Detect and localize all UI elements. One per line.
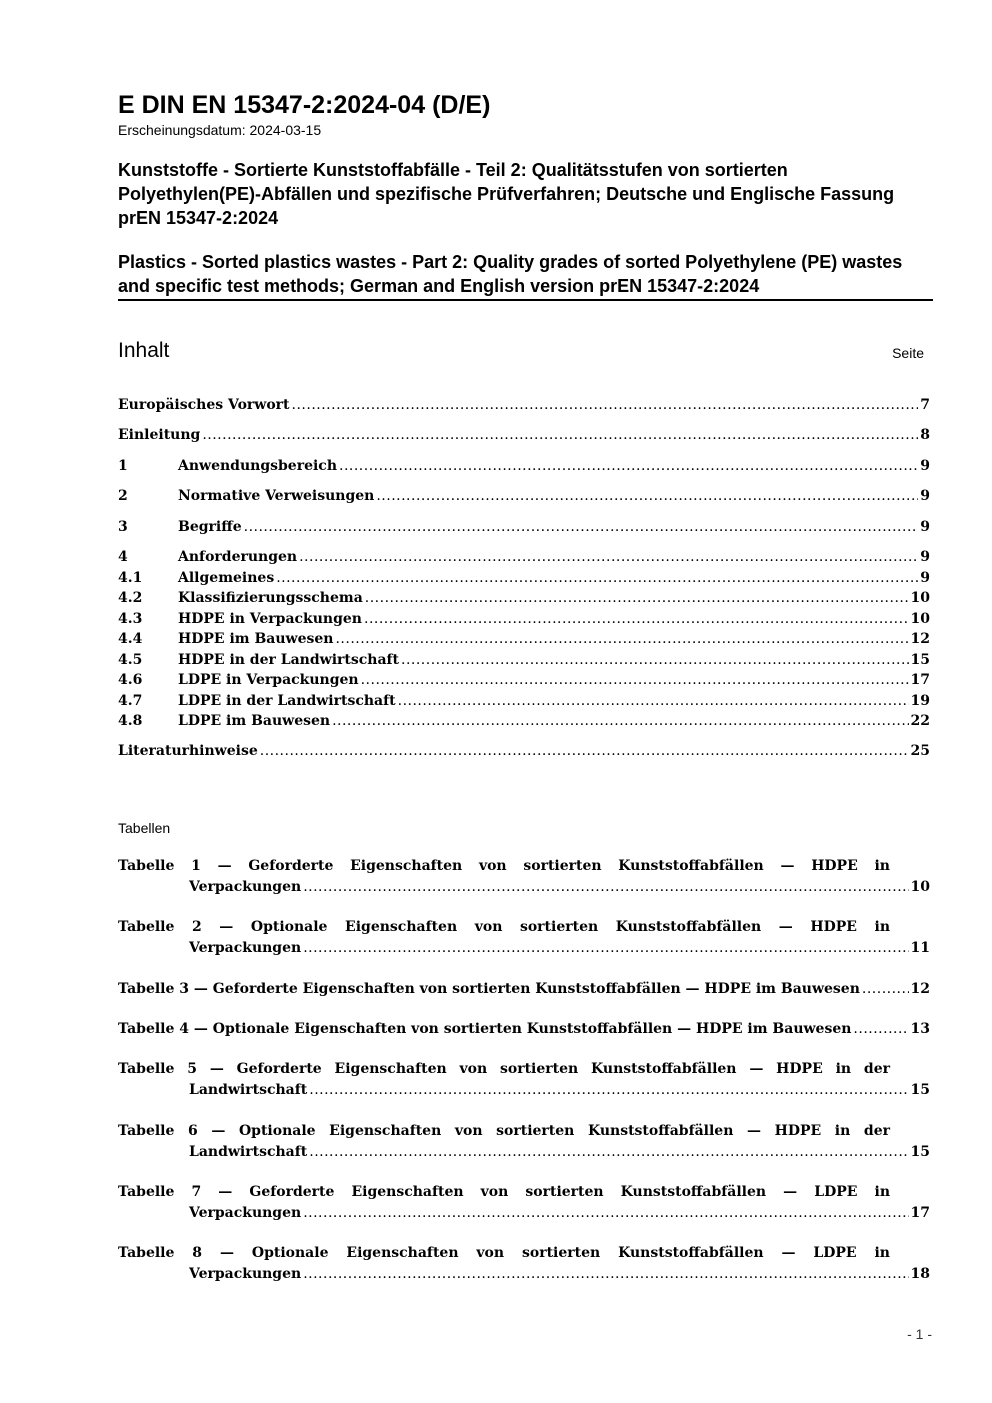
contents-heading: Inhalt [118, 339, 170, 362]
table-entry-leader [303, 877, 908, 898]
toc-title: Allgemeines [178, 570, 275, 586]
table-entry-title: Tabelle 5 — Geforderte Eigenschaften von sortierten Kunststoffabfällen — HDPE in der [118, 1061, 890, 1077]
toc-leader [332, 711, 908, 731]
toc-entry[interactable] [118, 650, 930, 670]
toc-entry[interactable] [118, 609, 930, 629]
toc-title: Europäisches Vorwort [118, 397, 290, 413]
title-english: Plastics - Sorted plastics wastes - Part 2: Quality grades of sorted Polyethylene (PE) wastes and specific test methods; German and English version prEN 15347-2:2024 [118, 250, 933, 301]
toc-leader [361, 670, 909, 690]
toc-entry[interactable] [118, 691, 930, 711]
table-entry-leader [303, 1264, 908, 1285]
tables-heading: Tabellen [118, 820, 171, 836]
toc-leader [260, 741, 909, 761]
toc-title: HDPE in der Landwirtschaft [178, 652, 399, 668]
toc-page: 17 [910, 672, 930, 688]
toc-title: Anwendungsbereich [178, 458, 337, 474]
table-entry-leader [303, 1203, 908, 1224]
toc-entry[interactable] [118, 486, 930, 506]
table-entry-title: Tabelle 4 — Optionale Eigenschaften von sortierten Kunststoffabfällen — HDPE im Bauwesen [118, 1021, 852, 1037]
table-entry-leader [309, 1142, 908, 1163]
table-entry-page: 10 [910, 879, 930, 895]
toc-leader [376, 486, 918, 506]
table-entry-title: Tabelle 2 — Optionale Eigenschaften von sortierten Kunststoffabfällen — HDPE in [118, 919, 890, 935]
toc-entry[interactable] [118, 456, 930, 476]
toc-entry[interactable] [118, 711, 930, 731]
toc-leader [398, 691, 909, 711]
toc-number: 4 [118, 549, 128, 565]
toc-title: Normative Verweisungen [178, 488, 375, 504]
toc-title: Literaturhinweise [118, 743, 258, 759]
toc-leader [339, 456, 918, 476]
toc-page: 9 [920, 519, 930, 535]
toc-number: 4.8 [118, 713, 143, 729]
toc-entry[interactable] [118, 588, 930, 608]
table-list-entry[interactable] [118, 1059, 930, 1098]
toc-title: LDPE in der Landwirtschaft [178, 693, 396, 709]
toc-title: LDPE im Bauwesen [178, 713, 331, 729]
toc-entry[interactable] [118, 395, 930, 415]
table-entry-title: Tabelle 6 — Optionale Eigenschaften von sortierten Kunststoffabfällen — HDPE in der [118, 1123, 890, 1139]
toc-leader [299, 547, 918, 567]
toc-entry[interactable] [118, 629, 930, 649]
toc-leader [364, 609, 909, 629]
table-list-entry[interactable] [118, 979, 930, 1000]
table-entry-page: 13 [910, 1021, 930, 1037]
table-entry-title-cont: Landwirtschaft [189, 1082, 308, 1098]
table-entry-page: 15 [910, 1082, 930, 1098]
document-title: E DIN EN 15347-2:2024-04 (D/E) [118, 91, 491, 119]
page-column-label: Seite [892, 345, 924, 361]
toc-entry[interactable] [118, 568, 930, 588]
toc-number: 4.4 [118, 631, 143, 647]
toc-title: Anforderungen [178, 549, 298, 565]
publication-date: Erscheinungsdatum: 2024-03-15 [118, 122, 322, 138]
toc-leader [401, 650, 909, 670]
table-entry-leader [309, 1080, 908, 1101]
table-entry-title: Tabelle 1 — Geforderte Eigenschaften von sortierten Kunststoffabfällen — HDPE in [118, 858, 890, 874]
table-entry-title-cont: Landwirtschaft [189, 1144, 308, 1160]
toc-page: 25 [910, 743, 930, 759]
table-entry-page: 15 [910, 1144, 930, 1160]
toc-page: 7 [920, 397, 930, 413]
toc-leader [365, 588, 909, 608]
table-entry-title: Tabelle 8 — Optionale Eigenschaften von sortierten Kunststoffabfällen — LDPE in [118, 1245, 890, 1261]
table-entry-title-cont: Verpackungen [189, 879, 302, 895]
table-list-entry[interactable] [118, 917, 930, 956]
toc-page: 9 [920, 458, 930, 474]
toc-leader [335, 629, 908, 649]
toc-page: 22 [910, 713, 930, 729]
toc-page: 10 [910, 611, 930, 627]
toc-page: 9 [920, 549, 930, 565]
table-entry-title: Tabelle 7 — Geforderte Eigenschaften von sortierten Kunststoffabfällen — LDPE in [118, 1184, 890, 1200]
table-entry-title-cont: Verpackungen [189, 1205, 302, 1221]
toc-page: 12 [910, 631, 930, 647]
table-entry-page: 12 [910, 981, 930, 997]
table-entry-leader [862, 979, 909, 1000]
toc-number: 4.1 [118, 570, 143, 586]
toc-page: 10 [910, 590, 930, 606]
toc-leader [292, 395, 919, 415]
toc-page: 19 [910, 693, 930, 709]
table-entry-page: 17 [910, 1205, 930, 1221]
title-german: Kunststoffe - Sortierte Kunststoffabfälle - Teil 2: Qualitätsstufen von sortierten Polyethylen(PE)-Abfällen und spezifische Prüfverfahren; Deutsche und Englische Fassung prEN 15347-2:2024 [118, 160, 895, 228]
table-entry-title-cont: Verpackungen [189, 1266, 302, 1282]
table-list-entry[interactable] [118, 1121, 930, 1160]
toc-title: HDPE im Bauwesen [178, 631, 334, 647]
table-list-entry[interactable] [118, 856, 930, 895]
toc-title: Klassifizierungsschema [178, 590, 363, 606]
toc-number: 2 [118, 488, 128, 504]
table-entry-title-cont: Verpackungen [189, 940, 302, 956]
toc-leader [276, 568, 918, 588]
toc-number: 4.6 [118, 672, 143, 688]
toc-number: 4.7 [118, 693, 143, 709]
toc-page: 9 [920, 570, 930, 586]
toc-title: HDPE in Verpackungen [178, 611, 362, 627]
toc-number: 4.3 [118, 611, 143, 627]
table-list-entry[interactable] [118, 1243, 930, 1282]
toc-number: 4.5 [118, 652, 143, 668]
table-entry-leader [303, 938, 908, 959]
toc-number: 4.2 [118, 590, 143, 606]
toc-number: 1 [118, 458, 128, 474]
table-entry-leader [853, 1019, 908, 1040]
table-entry-page: 11 [910, 940, 930, 956]
toc-entry[interactable] [118, 670, 930, 690]
table-list-entry[interactable] [118, 1019, 930, 1040]
toc-title: Einleitung [118, 427, 201, 443]
toc-page: 8 [920, 427, 930, 443]
table-entry-page: 18 [910, 1266, 930, 1282]
toc-page: 9 [920, 488, 930, 504]
toc-entry[interactable] [118, 547, 930, 567]
toc-entry[interactable] [118, 517, 930, 537]
toc-title: LDPE in Verpackungen [178, 672, 359, 688]
toc-leader [244, 517, 919, 537]
table-entry-title: Tabelle 3 — Geforderte Eigenschaften von sortierten Kunststoffabfällen — HDPE im Bauwesen [118, 981, 860, 997]
table-list-entry[interactable] [118, 1182, 930, 1221]
toc-page: 15 [910, 652, 930, 668]
toc-entry[interactable] [118, 741, 930, 761]
toc-title: Begriffe [178, 519, 242, 535]
page-number: - 1 - [907, 1326, 932, 1342]
toc-entry[interactable] [118, 425, 930, 445]
toc-number: 3 [118, 519, 128, 535]
toc-leader [202, 425, 918, 445]
